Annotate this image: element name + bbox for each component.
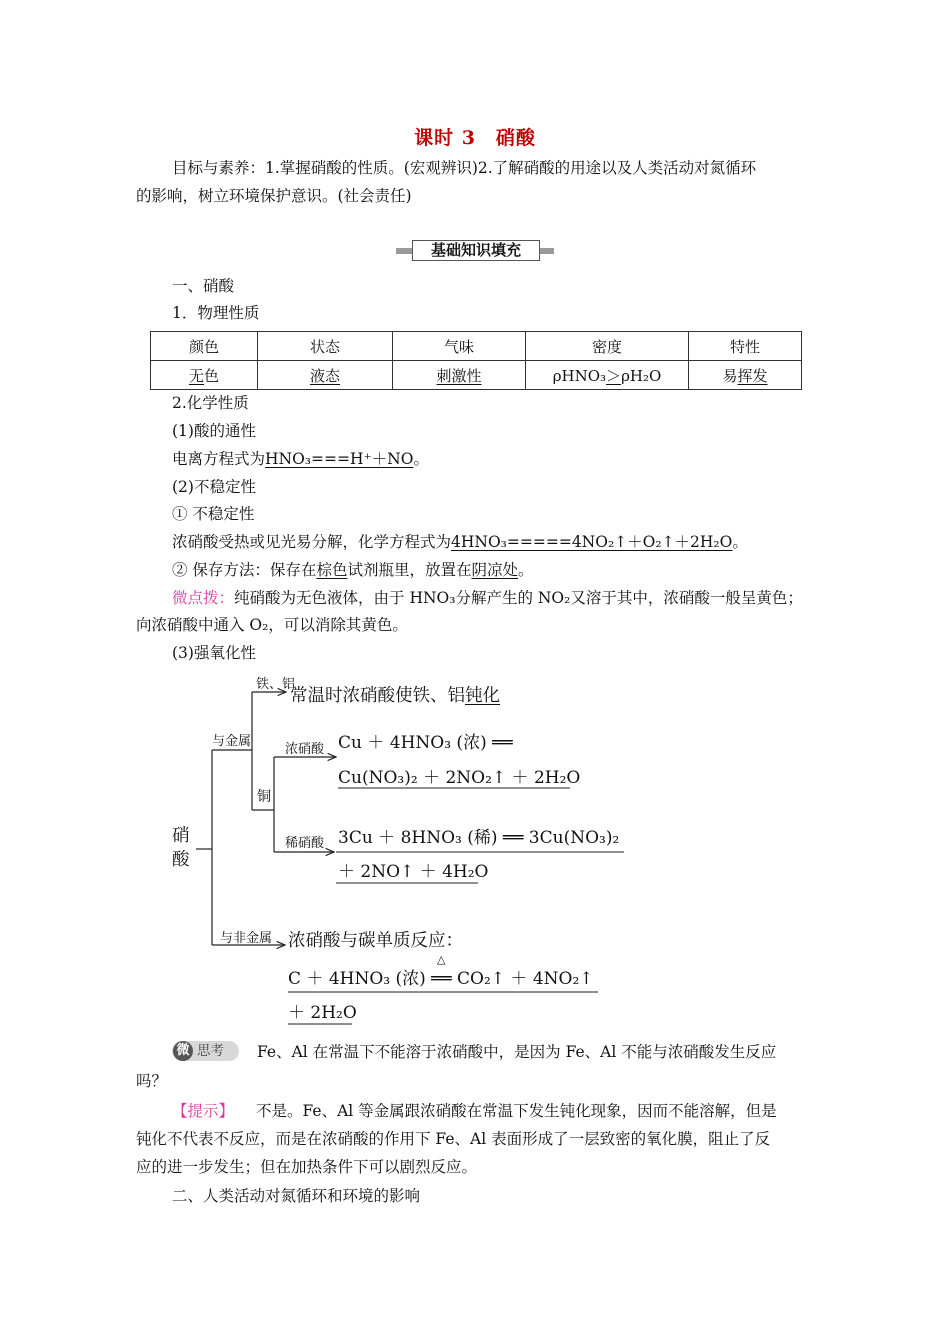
- cell-color: 无色: [151, 361, 258, 390]
- header-special: 特性: [689, 332, 802, 361]
- header-state: 状态: [258, 332, 393, 361]
- cu-conc-equation-line-1: Cu ＋ 4HNO₃ (浓) ══: [338, 733, 513, 753]
- cell-state: 液态: [258, 361, 393, 390]
- chemical-properties-heading: 2.化学性质: [172, 394, 249, 412]
- cell-density: ρHNO₃＞ρH₂O: [526, 361, 689, 390]
- think-line-1: Fe、Al 在常温下不能溶于浓硝酸中，是因为 Fe、Al 不能与浓硝酸发生反应: [257, 1043, 777, 1061]
- instability-item: ① 不稳定性: [172, 505, 255, 523]
- carbon-equation-line-1: C ＋ 4HNO₃ (浓) ══ CO₂↑ ＋ 4NO₂↑: [288, 969, 594, 989]
- branch-dilute-label: 稀硝酸: [285, 836, 325, 851]
- banner-label: 基础知识填充: [412, 240, 540, 261]
- cu-dilute-equation-line-1: 3Cu ＋ 8HNO₃ (稀) ══ 3Cu(NO₃)₂: [338, 828, 620, 848]
- decomposition-equation: 4HNO₃=====4NO₂↑＋O₂↑＋2H₂O: [451, 533, 733, 551]
- think-badge-icon: 微: [173, 1041, 193, 1061]
- acid-general-heading: (1)酸的通性: [172, 422, 256, 440]
- branch-copper-label: 铜: [257, 789, 271, 805]
- hint-label: 【提示】: [172, 1102, 235, 1120]
- cu-conc-equation-line-2: Cu(NO₃)₂ ＋ 2NO₂↑ ＋ 2H₂O: [338, 768, 581, 788]
- header-smell: 气味: [393, 332, 526, 361]
- think-badge: [172, 1041, 239, 1061]
- goal-line-2: 的影响，树立环境保护意识。(社会责任): [136, 187, 412, 205]
- tip-line-2: 向浓硝酸中通入 O₂，可以消除其黄色。: [136, 616, 408, 634]
- cell-special: 易挥发: [689, 361, 802, 390]
- header-color: 颜色: [151, 332, 258, 361]
- physical-properties-heading: 1．物理性质: [172, 304, 260, 322]
- hint-line-3: 应的进一步发生；但在加热条件下可以剧烈反应。: [136, 1158, 478, 1176]
- ionization-equation: HNO₃===H⁺＋NO: [265, 450, 414, 468]
- section-heading-1: 一、硝酸: [172, 277, 235, 295]
- page-title: 课时 3 硝酸: [414, 127, 536, 149]
- header-density: 密度: [526, 332, 689, 361]
- tip-line-1: 微点拨：纯硝酸为无色液体，由于 HNO₃分解产生的 NO₂又溶于其中，浓硝酸一般呈黄色；: [172, 589, 803, 607]
- diagram-root-label: 硝 酸: [172, 826, 190, 870]
- hint-line-1: 【提示】 不是。Fe、Al 等金属跟浓硝酸在常温下发生钝化现象，因而不能溶解，但是: [172, 1102, 777, 1120]
- storage-line: ② 保存方法：保存在棕色试剂瓶里，放置在阴凉处。: [172, 561, 534, 579]
- hint-line-2: 钝化不代表不反应，而是在浓硝酸的作用下 Fe、Al 表面形成了一层致密的氧化膜，阻止了反: [136, 1130, 771, 1148]
- decomposition-line: 浓硝酸受热或见光易分解，化学方程式为4HNO₃=====4NO₂↑＋O₂↑＋2H₂O。: [172, 533, 748, 551]
- oxidizing-heading: (3)强氧化性: [172, 644, 256, 662]
- instability-heading: (2)不稳定性: [172, 478, 256, 496]
- branch-nonmetal-label: 与非金属: [220, 931, 273, 946]
- cu-dilute-equation-line-2: ＋ 2NO↑ ＋ 4H₂O: [338, 862, 489, 882]
- ionization-line: 电离方程式为HNO₃===H⁺＋NO。: [172, 450, 429, 468]
- section-heading-2: 二、人类活动对氮循环和环境的影响: [172, 1187, 421, 1205]
- branch-metal-label: 与金属: [212, 734, 252, 749]
- goal-line-1: 目标与素养：1.掌握硝酸的性质。(宏观辨识)2.了解硝酸的用途以及人类活动对氮循环: [172, 159, 757, 177]
- carbon-equation-line-2: ＋ 2H₂O: [288, 1003, 357, 1023]
- tip-label: 微点拨：: [172, 589, 235, 607]
- branch-conc-label: 浓硝酸: [285, 742, 325, 757]
- heat-symbol: △: [437, 953, 446, 966]
- carbon-reaction-title: 浓硝酸与碳单质反应：: [288, 931, 463, 951]
- cell-smell: 刺激性: [393, 361, 526, 390]
- passivation-text: 常温时浓硝酸使铁、铝钝化: [290, 686, 500, 706]
- think-badge-label: 思考: [197, 1043, 224, 1059]
- branch-fe-al-label: 铁、铝: [256, 677, 296, 692]
- think-line-2: 吗？: [136, 1072, 168, 1090]
